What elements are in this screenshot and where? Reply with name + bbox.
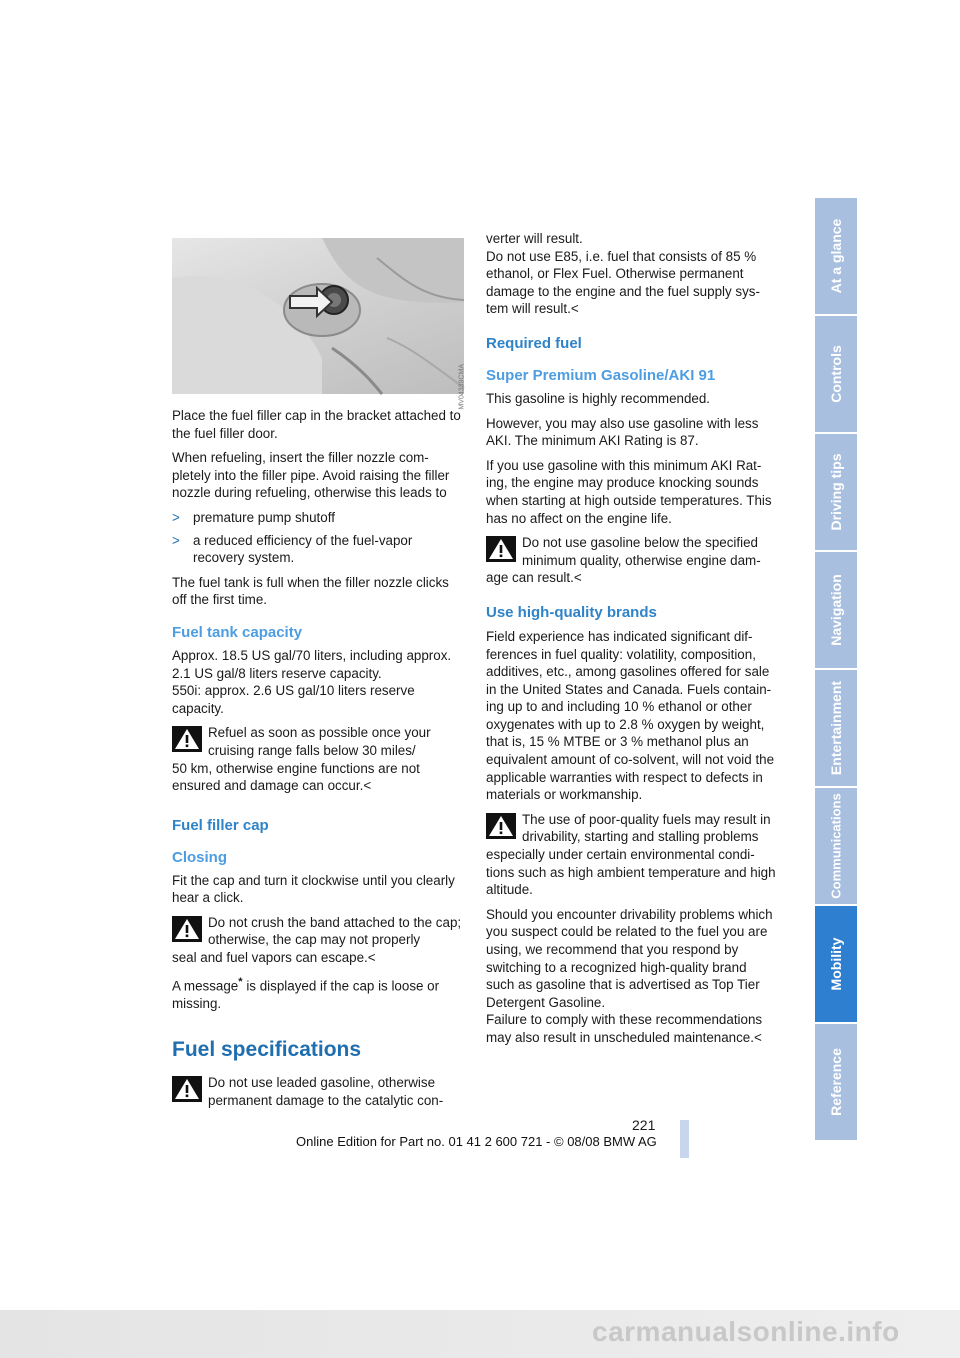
list-item: > premature pump shutoff xyxy=(172,509,335,525)
tab-at-a-glance[interactable]: At a glance xyxy=(815,198,857,316)
warning-triangle-icon xyxy=(486,813,516,839)
tab-reference[interactable]: Reference xyxy=(815,1024,857,1142)
heading-super-premium: Super Premium Gasoline/AKI 91 xyxy=(486,366,716,384)
paragraph: However, you may also use gasoline with less AKI. The minimum AKI Rating is 87. xyxy=(486,415,759,449)
warning-note: Do not use gasoline below the specified minimum quality, otherwise engine dam- age can result.< xyxy=(486,535,761,586)
paragraph: If you use gasoline with this minimum AKI Rat-ing, the engine may produce knocking sounds when starting at high outside temperatures. This has no affect on the engine life. xyxy=(486,457,772,526)
tab-driving-tips[interactable]: Driving tips xyxy=(815,434,857,552)
paragraph: Do not use E85, i.e. fuel that consists of 85 % ethanol, or Flex Fuel. Otherwise permanent damage to the engine and the fuel supply sys-tem will result.< xyxy=(486,248,760,317)
fuel-cap-illustration xyxy=(172,238,464,394)
warning-triangle-icon xyxy=(172,916,202,942)
paragraph: verter will result. xyxy=(486,231,583,246)
asterisk-mark: * xyxy=(238,975,243,988)
tab-navigation[interactable]: Navigation xyxy=(815,552,857,670)
watermark-banner xyxy=(0,1310,960,1358)
warning-triangle-icon xyxy=(172,1076,202,1102)
tab-mobility[interactable]: Mobility xyxy=(815,906,857,1024)
heading-fuel-specifications: Fuel specifications xyxy=(172,1038,362,1062)
warning-note: Do not crush the band attached to the cap; otherwise, the cap may not properly seal and fuel vapors can escape.< xyxy=(172,914,462,966)
footer-edition: Online Edition for Part no. 01 41 2 600 721 - © 08/08 BMW AG xyxy=(296,1134,657,1149)
warning-triangle-icon xyxy=(172,726,202,752)
fuel-filler-photo xyxy=(172,238,466,410)
heading-fuel-tank-capacity: Fuel tank capacity xyxy=(172,623,303,641)
tab-communications[interactable]: Communications xyxy=(815,788,857,906)
end-mark: < xyxy=(363,778,372,794)
end-mark: < xyxy=(367,950,376,966)
end-mark: < xyxy=(573,570,582,586)
paragraph: Field experience has indicated significant dif-ferences in fuel quality: volatility, composition, additives, etc., among gasolines offered for sale in the United States and Canada. Fuels contain-ing up to and including 10 % ethanol or other oxygenates with up to 2.8 % oxygen by weight, that is, 15 % MTBE or 3 % methanol plus an equivalent amount of co-solvent, will not void the applicable warranties with respect to defects in materials or workmanship. xyxy=(486,628,775,803)
paragraph: When refueling, insert the filler nozzle com-pletely into the filler pipe. Avoid raising the filler nozzle during refueling, otherwise this leads to xyxy=(172,450,450,501)
heading-fuel-filler-cap: Fuel filler cap xyxy=(172,816,269,834)
bullet-list xyxy=(172,509,464,567)
bullet-marker: > xyxy=(172,532,180,548)
paragraph: This gasoline is highly recommended. xyxy=(486,390,711,406)
warning-triangle-icon xyxy=(486,536,516,562)
image-code: MV04339CMA xyxy=(459,364,466,410)
bullet-marker: > xyxy=(172,509,180,525)
heading-required-fuel: Required fuel xyxy=(486,334,582,352)
page-number: 221 xyxy=(632,1117,656,1133)
section-tabs xyxy=(815,198,857,1142)
warning-note: Do not use leaded gasoline, otherwise permanent damage to the catalytic con- xyxy=(172,1074,464,1109)
heading-closing: Closing xyxy=(172,848,227,866)
end-mark: < xyxy=(753,1029,762,1045)
paragraph: The fuel tank is full when the filler nozzle clicks off the first time. xyxy=(172,574,449,608)
paragraph: A message* is displayed if the cap is loose or missing. xyxy=(172,975,440,1011)
paragraph: 550i: approx. 2.6 US gal/10 liters reserve capacity. xyxy=(172,683,415,716)
paragraph: Place the fuel filler cap in the bracket attached to the fuel filler door. xyxy=(172,408,461,441)
list-item: > a reduced efficiency of the fuel-vapor recovery system. xyxy=(172,532,413,566)
paragraph: Fit the cap and turn it clockwise until you clearly hear a click. xyxy=(172,872,455,906)
paragraph: Failure to comply with these recommendations may also result in unscheduled maintenance.< xyxy=(486,1012,763,1045)
end-mark: < xyxy=(570,301,579,317)
tab-entertainment[interactable]: Entertainment xyxy=(815,670,857,788)
tab-controls[interactable]: Controls xyxy=(815,316,857,434)
paragraph: Approx. 18.5 US gal/70 liters, including approx. 2.1 US gal/8 liters reserve capacity. xyxy=(172,647,452,681)
page-marker-bar xyxy=(680,1120,689,1158)
left-column xyxy=(172,0,464,1117)
warning-note: Refuel as soon as possible once your cruising range falls below 30 miles/ 50 km, otherwise engine functions are not ensured and damage can occur.< xyxy=(172,725,431,794)
watermark-text: carmanualsonline.info xyxy=(592,1316,900,1347)
warning-note: The use of poor-quality fuels may result in drivability, starting and stalling problems especially under certain environmental condi-tions such as high ambient temperature and high altitude. xyxy=(486,811,776,898)
heading-use-high-quality-brands: Use high-quality brands xyxy=(486,603,657,621)
right-column xyxy=(486,230,778,1054)
paragraph: Should you encounter drivability problems which you suspect could be related to the fuel you are using, we recommend that you respond by switching to a recognized high-quality brand such as gasoline that is advertised as Top Tier Detergent Gasoline. xyxy=(486,906,773,1010)
